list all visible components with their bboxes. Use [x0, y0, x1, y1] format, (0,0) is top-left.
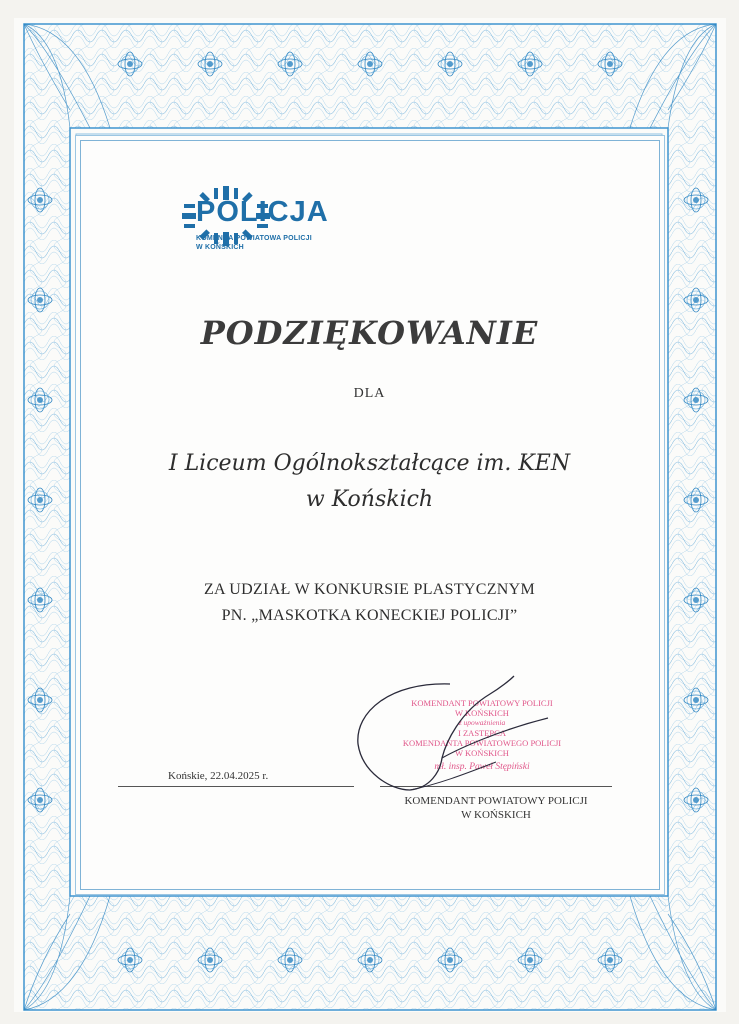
- handwritten-signature: [350, 672, 570, 802]
- stamp-line1: KOMENDANT POWIATOWY POLICJI: [411, 698, 553, 708]
- signatory-title-line1: KOMENDANT POWIATOWY POLICJI: [404, 795, 588, 807]
- stamp-line2: W KOŃSKICH: [455, 708, 509, 718]
- reason-line1: ZA UDZIAŁ W KONKURSIE PLASTYCZNYM: [203, 581, 536, 598]
- stamp-line5: KOMENDANTA POWIATOWEGO POLICJI: [402, 738, 562, 748]
- stamp-line3: z upoważnienia: [458, 718, 506, 727]
- logo-subtitle: [196, 234, 312, 252]
- logo-wordmark: POLICJA: [196, 196, 329, 228]
- signatory-title: [380, 794, 612, 822]
- signatory-title-line2: W KOŃSKICH: [461, 809, 531, 821]
- recipient-name: [0, 446, 739, 518]
- logo-subtitle-line2: W KOŃSKICH: [196, 244, 244, 251]
- for-label: DLA: [353, 386, 386, 401]
- document-title: PODZIĘKOWANIE: [200, 314, 539, 352]
- stamp-signer: mł. insp. Paweł Stępiński: [434, 762, 530, 772]
- recipient-line2: w Końskich: [305, 487, 434, 512]
- date-line: [118, 786, 354, 787]
- award-reason: [0, 577, 739, 629]
- recipient-line1: I Liceum Ogólnokształcące im. KEN: [168, 451, 571, 476]
- reason-line2: PN. „MASKOTKA KONECKIEJ POLICJI”: [221, 607, 518, 624]
- stamp-line6: W KOŃSKICH: [455, 748, 509, 758]
- place-date: Końskie, 22.04.2025 r.: [168, 770, 269, 782]
- logo-subtitle-line1: KOMENDA POWIATOWA POLICJI: [196, 235, 312, 242]
- stamp-line4: I ZASTĘPCA: [458, 728, 506, 738]
